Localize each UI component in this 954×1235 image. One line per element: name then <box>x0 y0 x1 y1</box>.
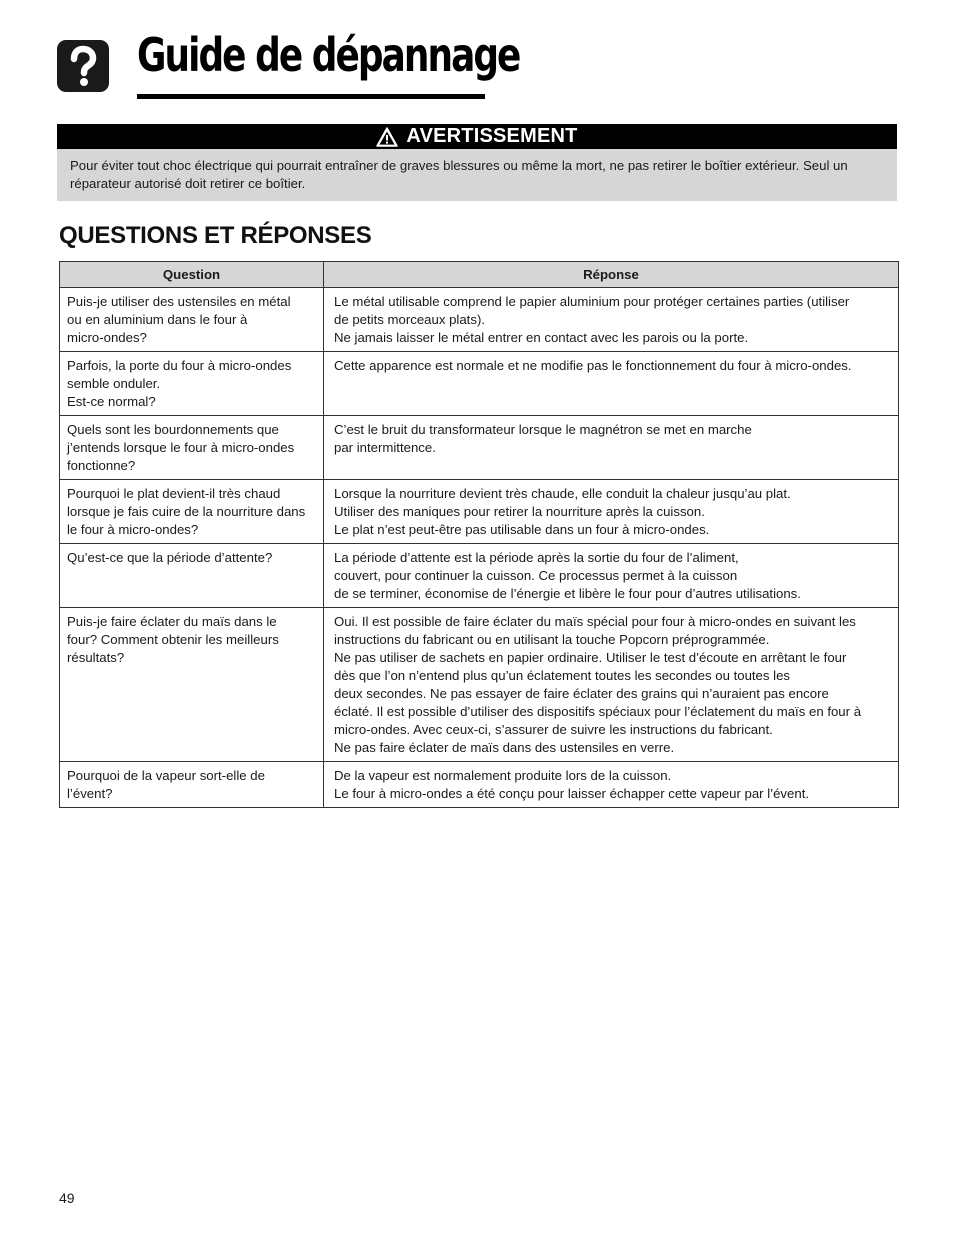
answer-line: Le plat n’est peut-être pas utilisable dans un four à micro-ondes. <box>334 522 710 537</box>
answer-line: Le four à micro-ondes a été conçu pour laisser échapper cette vapeur par l’évent. <box>334 786 810 801</box>
answer-line: Ne pas faire éclater de maïs dans des ustensiles en verre. <box>334 740 675 755</box>
answer-line: de se terminer, économise de l’énergie et libère le four pour d’autres utilisations. <box>334 586 801 601</box>
question-line: micro-ondes? <box>67 330 147 345</box>
table-row <box>60 608 899 762</box>
question-mark-icon <box>57 40 109 92</box>
question-line: Qu’est-ce que la période d’attente? <box>67 550 273 565</box>
title-underline <box>137 94 485 99</box>
table-row <box>60 762 899 808</box>
table-row <box>60 352 899 416</box>
question-line: Pourquoi de la vapeur sort-elle de <box>67 768 265 783</box>
answer-line: La période d’attente est la période après la sortie du four de l’aliment, <box>334 550 739 565</box>
question-cell <box>60 416 324 480</box>
answer-cell <box>324 416 899 480</box>
table-header-row <box>60 262 899 288</box>
answer-cell <box>324 608 899 762</box>
answer-line: Lorsque la nourriture devient très chaude, elle conduit la chaleur jusqu’au plat. <box>334 486 791 501</box>
question-cell <box>60 608 324 762</box>
column-header-question: Question <box>60 262 324 288</box>
answer-line: De la vapeur est normalement produite lors de la cuisson. <box>334 768 672 783</box>
warning-text: Pour éviter tout choc électrique qui pourrait entraîner de graves blessures ou même la mort, ne pas retirer le boîtier extérieur. Seul un réparateur autorisé doit retirer ce boîtier. <box>57 149 897 201</box>
answer-cell <box>324 288 899 352</box>
warning-box <box>57 124 897 201</box>
question-line: fonctionne? <box>67 458 136 473</box>
question-line: Puis-je utiliser des ustensiles en métal <box>67 294 291 309</box>
answer-line: micro-ondes. Avec ceux-ci, s’assurer de suivre les instructions du fabricant. <box>334 722 773 737</box>
answer-cell <box>324 352 899 416</box>
warning-triangle-icon <box>376 127 398 147</box>
question-line: le four à micro-ondes? <box>67 522 199 537</box>
question-line: Puis-je faire éclater du maïs dans le <box>67 614 277 629</box>
answer-line: par intermittence. <box>334 440 436 455</box>
table-row <box>60 416 899 480</box>
qa-table <box>59 261 899 808</box>
table-row <box>60 288 899 352</box>
question-line: Parfois, la porte du four à micro-ondes <box>67 358 292 373</box>
question-line: Est-ce normal? <box>67 394 156 409</box>
question-line: four? Comment obtenir les meilleurs <box>67 632 279 647</box>
answer-line: Ne pas utiliser de sachets en papier ordinaire. Utiliser le test d’écoute en arrêtant le four <box>334 650 847 665</box>
table-row <box>60 480 899 544</box>
page-number: 49 <box>59 1190 75 1206</box>
question-line: Pourquoi le plat devient-il très chaud <box>67 486 281 501</box>
answer-line: C’est le bruit du transformateur lorsque le magnétron se met en marche <box>334 422 752 437</box>
table-row <box>60 544 899 608</box>
answer-line: instructions du fabricant ou en utilisant la touche Popcorn préprogrammée. <box>334 632 770 647</box>
question-line: ou en aluminium dans le four à <box>67 312 248 327</box>
answer-line: Ne jamais laisser le métal entrer en contact avec les parois ou la porte. <box>334 330 749 345</box>
answer-line: deux secondes. Ne pas essayer de faire éclater des grains qui n’auraient pas encore <box>334 686 829 701</box>
answer-line: Le métal utilisable comprend le papier aluminium pour protéger certaines parties (utiliser <box>334 294 850 309</box>
warning-header <box>57 124 897 149</box>
warning-title: AVERTISSEMENT <box>406 125 578 147</box>
page-title: Guide de dépannage <box>137 28 520 82</box>
question-line: résultats? <box>67 650 125 665</box>
answer-line: éclaté. Il est possible d’utiliser des dispositifs spéciaux pour l’éclatement du maïs en four à <box>334 704 862 719</box>
question-cell <box>60 544 324 608</box>
answer-cell <box>324 544 899 608</box>
answer-line: dès que l’on n’entend plus qu’un éclatement toutes les secondes ou toutes les <box>334 668 791 683</box>
answer-line: Oui. Il est possible de faire éclater du maïs spécial pour four à micro-ondes en suivant les <box>334 614 856 629</box>
answer-line: de petits morceaux plats). <box>334 312 485 327</box>
answer-line: Utiliser des maniques pour retirer la nourriture après la cuisson. <box>334 504 705 519</box>
question-cell <box>60 352 324 416</box>
question-line: Quels sont les bourdonnements que <box>67 422 279 437</box>
answer-cell <box>324 762 899 808</box>
answer-line: couvert, pour continuer la cuisson. Ce processus permet à la cuisson <box>334 568 738 583</box>
page-header <box>57 28 520 102</box>
question-line: lorsque je fais cuire de la nourriture dans <box>67 504 306 519</box>
question-cell <box>60 480 324 544</box>
answer-line: Cette apparence est normale et ne modifie pas le fonctionnement du four à micro-ondes. <box>334 358 852 373</box>
question-line: l’évent? <box>67 786 113 801</box>
question-line: semble onduler. <box>67 376 161 391</box>
question-cell <box>60 762 324 808</box>
section-title: QUESTIONS ET RÉPONSES <box>59 222 372 249</box>
answer-cell <box>324 480 899 544</box>
column-header-answer: Réponse <box>324 262 899 288</box>
question-line: j’entends lorsque le four à micro-ondes <box>67 440 295 455</box>
question-cell <box>60 288 324 352</box>
